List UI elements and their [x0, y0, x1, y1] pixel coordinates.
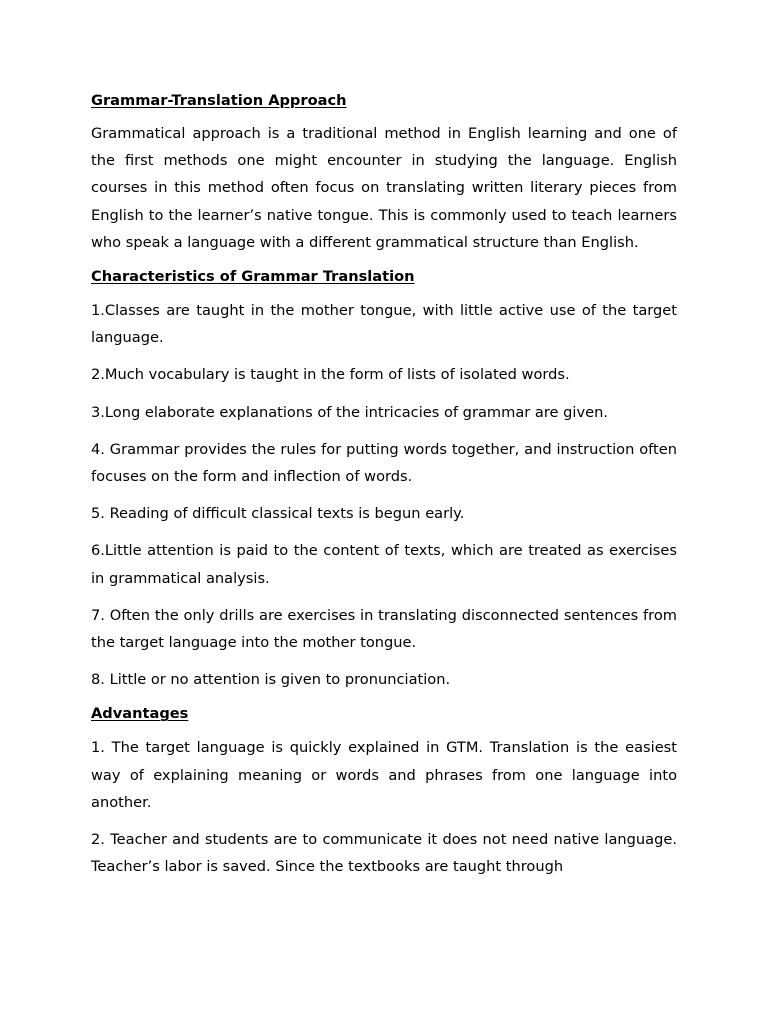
characteristic-item-2: 2.Much vocabulary is taught in the form of lists of isolated words.	[91, 366, 570, 384]
document-title: Grammar-Translation Approach	[91, 92, 347, 109]
characteristic-item-3: 3.Long elaborate explanations of the intricacies of grammar are given.	[91, 403, 608, 421]
characteristic-item-8: 8. Little or no attention is given to pronunciation.	[91, 671, 451, 689]
advantage-item-2: 2. Teacher and students are to communicate it does not need native language. Teacher’s labor is saved. Since the textbooks are taught through	[91, 831, 677, 876]
characteristic-item-5: 5. Reading of difficult classical texts is begun early.	[91, 505, 465, 523]
intro-paragraph: Grammatical approach is a traditional method in English learning and one of the first methods one might encounter in studying the language. English courses in this method often focus on translating written literary pieces from English to the learner’s native tongue. This is commonly used to teach learners who speak a language with a different grammatical structure than English.	[91, 125, 677, 251]
advantages-heading: Advantages	[91, 705, 189, 723]
characteristic-item-7: 7. Often the only drills are exercises in translating disconnected sentences from the target language into the mother tongue.	[91, 606, 677, 652]
characteristic-item-6: 6.Little attention is paid to the content of texts, which are treated as exercises in grammatical analysis.	[91, 542, 677, 587]
characteristics-heading: Characteristics of Grammar Translation	[91, 268, 415, 286]
characteristic-item-4: 4. Grammar provides the rules for putting words together, and instruction often focuses on the form and inflection of words.	[91, 440, 677, 486]
advantage-item-1: 1. The target language is quickly explained in GTM. Translation is the easiest way of explaining meaning or words and phrases from one language into another.	[91, 739, 677, 811]
characteristic-item-1: 1.Classes are taught in the mother tongue, with little active use of the target language.	[91, 302, 677, 347]
